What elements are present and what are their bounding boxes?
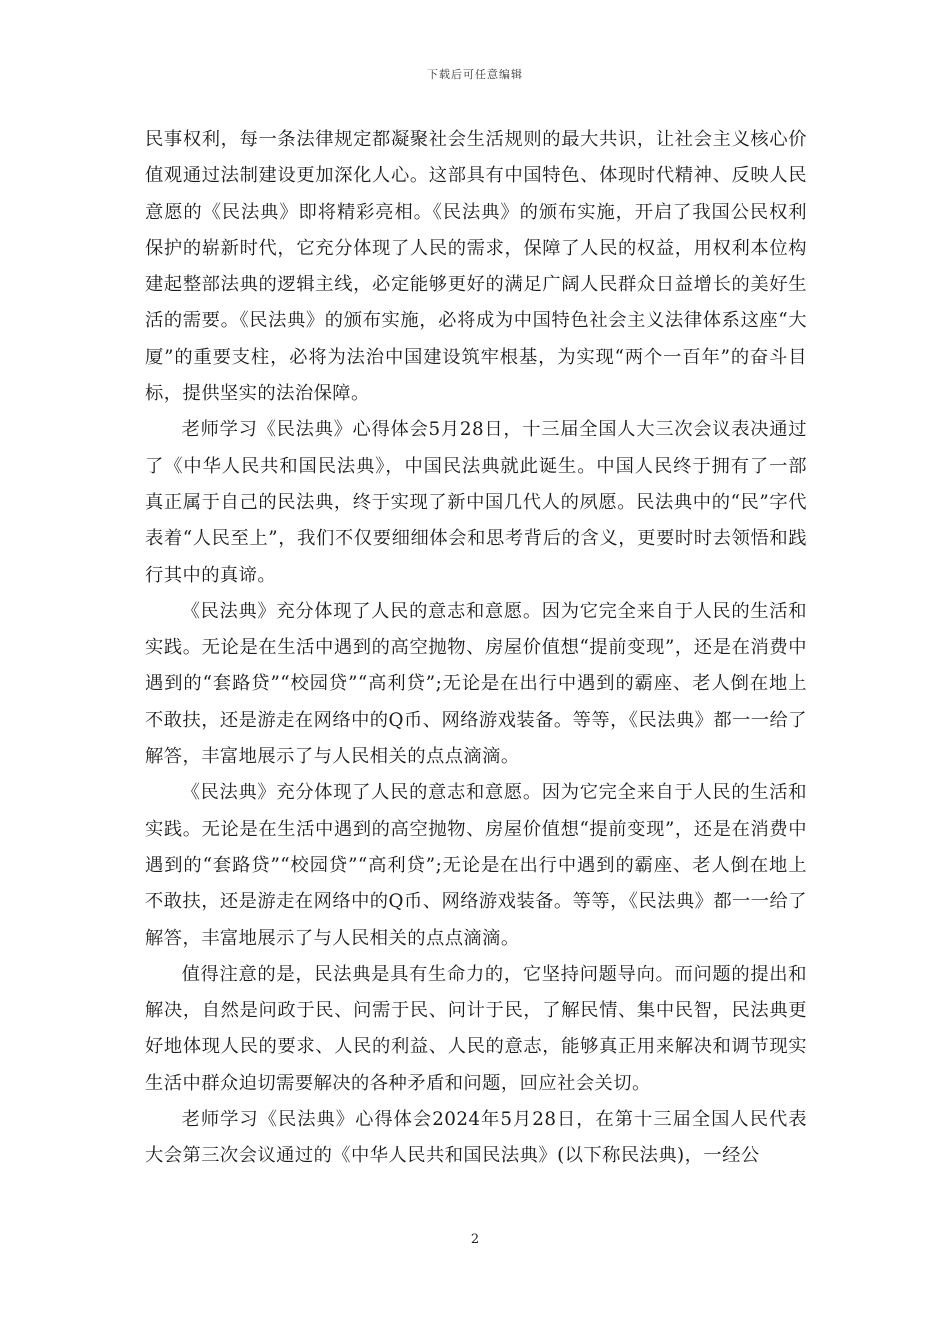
paragraph-2: 老师学习《民法典》心得体会5月28日，十三届全国人大三次会议表决通过了《中华人民共和国民法典》，中国民法典就此诞生。中国人民终于拥有了一部真正属于自己的民法典，终于实现了新中国几代人的夙愿。民法典中的“民”字代表着“人民至上”，我们不仅要细细体会和思考背后的含义，更要时时去领悟和践行其中的真谛。	[145, 419, 808, 586]
paragraph-5: 值得注意的是，民法典是具有生命力的，它坚持问题导向。而问题的提出和解决，自然是问政于民、问需于民、问计于民，了解民情、集中民智，民法典更好地体现人民的要求、人民的利益、人民的意志，能够真正用来解决和调节现实生活中群众迫切需要解决的各种矛盾和问题，回应社会关切。	[145, 963, 807, 1094]
paragraph-3: 《民法典》充分体现了人民的意志和意愿。因为它完全来自于人民的生活和实践。无论是在生活中遇到的高空抛物、房屋价值想“提前变现”，还是在消费中遇到的“套路贷”“校园贷”“高利贷”;无论是在出行中遇到的霸座、老人倒在地上不敢扶，还是游走在网络中的Q币、网络游戏装备。等等，《民法典》都一一给了解答，丰富地展示了与人民相关的点点滴滴。	[145, 600, 807, 768]
page-number: 2	[470, 1232, 480, 1247]
paragraph-4: 《民法典》充分体现了人民的意志和意愿。因为它完全来自于人民的生活和实践。无论是在生活中遇到的高空抛物、房屋价值想“提前变现”，还是在消费中遇到的“套路贷”“校园贷”“高利贷”;无论是在出行中遇到的霸座、老人倒在地上不敢扶，还是游走在网络中的Q币、网络游戏装备。等等，《民法典》都一一给了解答，丰富地展示了与人民相关的点点滴滴。	[145, 782, 807, 949]
document-body	[145, 122, 807, 1175]
paragraph-6: 老师学习《民法典》心得体会2024年5月28日，在第十三届全国人民代表大会第三次会议通过的《中华人民共和国民法典》(以下称民法典)，一经公	[145, 1109, 807, 1167]
page-header: 下载后可任意编辑	[427, 68, 523, 81]
paragraph-1: 民事权利，每一条法律规定都凝聚社会生活规则的最大共识，让社会主义核心价值观通过法制建设更加深化人心。这部具有中国特色、体现时代精神、反映人民意愿的《民法典》即将精彩亮相。《民法典》的颁布实施，开启了我国公民权利保护的崭新时代，它充分体现了人民的需求，保障了人民的权益，用权利本位构建起整部法典的逻辑主线，必定能够更好的满足广阔人民群众日益增长的美好生活的需要。《民法典》的颁布实施，必将成为中国特色社会主义法律体系这座“大厦”的重要支柱，必将为法治中国建设筑牢根基，为实现“两个一百年”的奋斗目标，提供坚实的法治保障。	[145, 129, 807, 405]
